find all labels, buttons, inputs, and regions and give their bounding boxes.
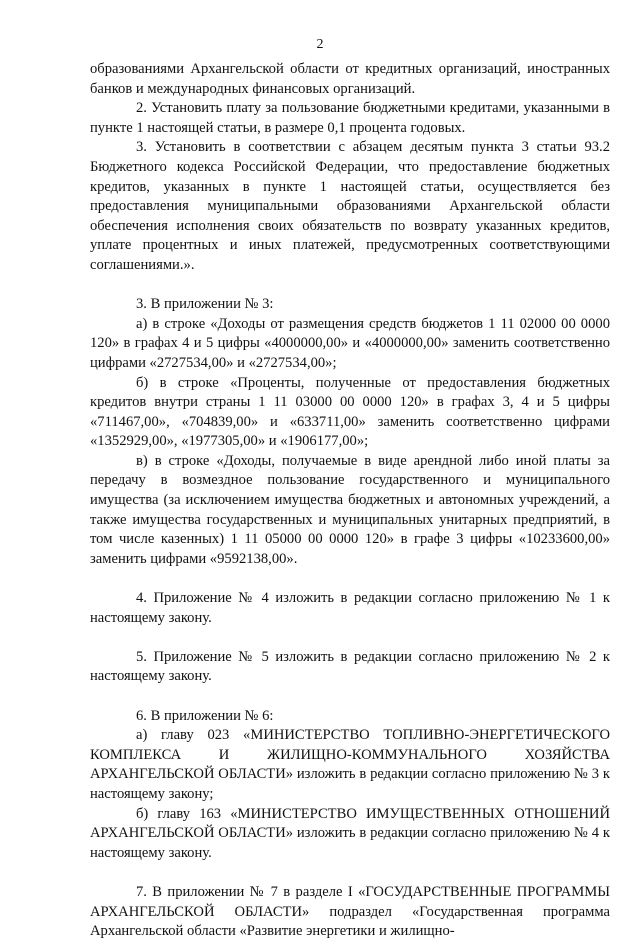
section-3-subitem-b: б) в строке «Проценты, полученные от предоставления бюджетных кредитов внутри страны 1 11 03000 00 0000 120» в графах 3, 4 и 5 цифры «711467,00», «704839,00» и «633711,00» заменить соответственно цифрами «1352929,00», «1977305,00» и «1906177,00»;: [90, 374, 610, 450]
spacer: [90, 569, 610, 589]
section-6-subitem-a: а) главу 023 «МИНИСТЕРСТВО ТОПЛИВНО-ЭНЕРГЕТИЧЕСКОГО КОМПЛЕКСА И ЖИЛИЩНО-КОММУНАЛЬНОГО ХОЗЯЙСТВА АРХАНГЕЛЬСКОЙ ОБЛАСТИ» изложить в редакции согласно приложению № 3 к настоящему закону;: [90, 727, 610, 802]
section-6-heading: 6. В приложении № 6:: [136, 707, 274, 724]
paragraph-item-3: 3. Установить в соответствии с абзацем десятым пункта 3 статьи 93.2 Бюджетного кодекса Российской Федерации, что предоставление бюджетных кредитов, указанных в пункте 1 настоящей статьи, осуществляется без предоставления муниципальными образованиями Архангельской области обеспечения исполнения своих обязательств по возврату указанных кредитов, уплате процентных и иных платежей, предусмотренных соответствующими соглашениями.».: [90, 139, 610, 273]
section-3-heading: 3. В приложении № 3:: [136, 296, 274, 313]
section-3-subitem-a: а) в строке «Доходы от размещения средств бюджетов 1 11 02000 00 0000 120» в графах 4 и 5 цифры «4000000,00» и «4000000,00» заменить соответственно цифрами «2727534,00» и «2727534,00»;: [90, 315, 610, 371]
document-body: [90, 60, 610, 942]
spacer: [90, 628, 610, 648]
section-3-subitem-v: в) в строке «Доходы, получаемые в виде арендной либо иной платы за передачу в возмездное пользование государственного и муниципального имущества (за исключением имущества бюджетных и автономных учреждений, а также имущества государственных и муниципальных унитарных предприятий, в том числе казенных) 1 11 05000 00 0000 120» в графе 3 цифры «10233600,00» заменить цифрами «9592138,00».: [90, 452, 610, 567]
spacer: [90, 687, 610, 707]
section-6-subitem-b: б) главу 163 «МИНИСТЕРСТВО ИМУЩЕСТВЕННЫХ ОТНОШЕНИЙ АРХАНГЕЛЬСКОЙ ОБЛАСТИ» изложить в редакции согласно приложению № 4 к настоящему закону.: [90, 805, 610, 861]
paragraph-continuation: образованиями Архангельской области от кредитных организаций, иностранных банков и международных финансовых организаций.: [90, 61, 610, 97]
paragraph-item-2: 2. Установить плату за пользование бюджетными кредитами, указанными в пункте 1 настоящей статьи, в размере 0,1 процента годовых.: [90, 100, 610, 136]
section-7: 7. В приложении № 7 в разделе I «ГОСУДАРСТВЕННЫЕ ПРОГРАММЫ АРХАНГЕЛЬСКОЙ ОБЛАСТИ» подраздел «Государственная программа Архангельской области «Развитие энергетики и жилищно-: [90, 883, 610, 940]
section-4: 4. Приложение № 4 изложить в редакции согласно приложению № 1 к настоящему закону.: [90, 590, 610, 626]
spacer: [90, 863, 610, 883]
page-number: 2: [316, 37, 324, 52]
section-5: 5. Приложение № 5 изложить в редакции согласно приложению № 2 к настоящему закону.: [90, 648, 610, 685]
spacer: [90, 276, 610, 296]
